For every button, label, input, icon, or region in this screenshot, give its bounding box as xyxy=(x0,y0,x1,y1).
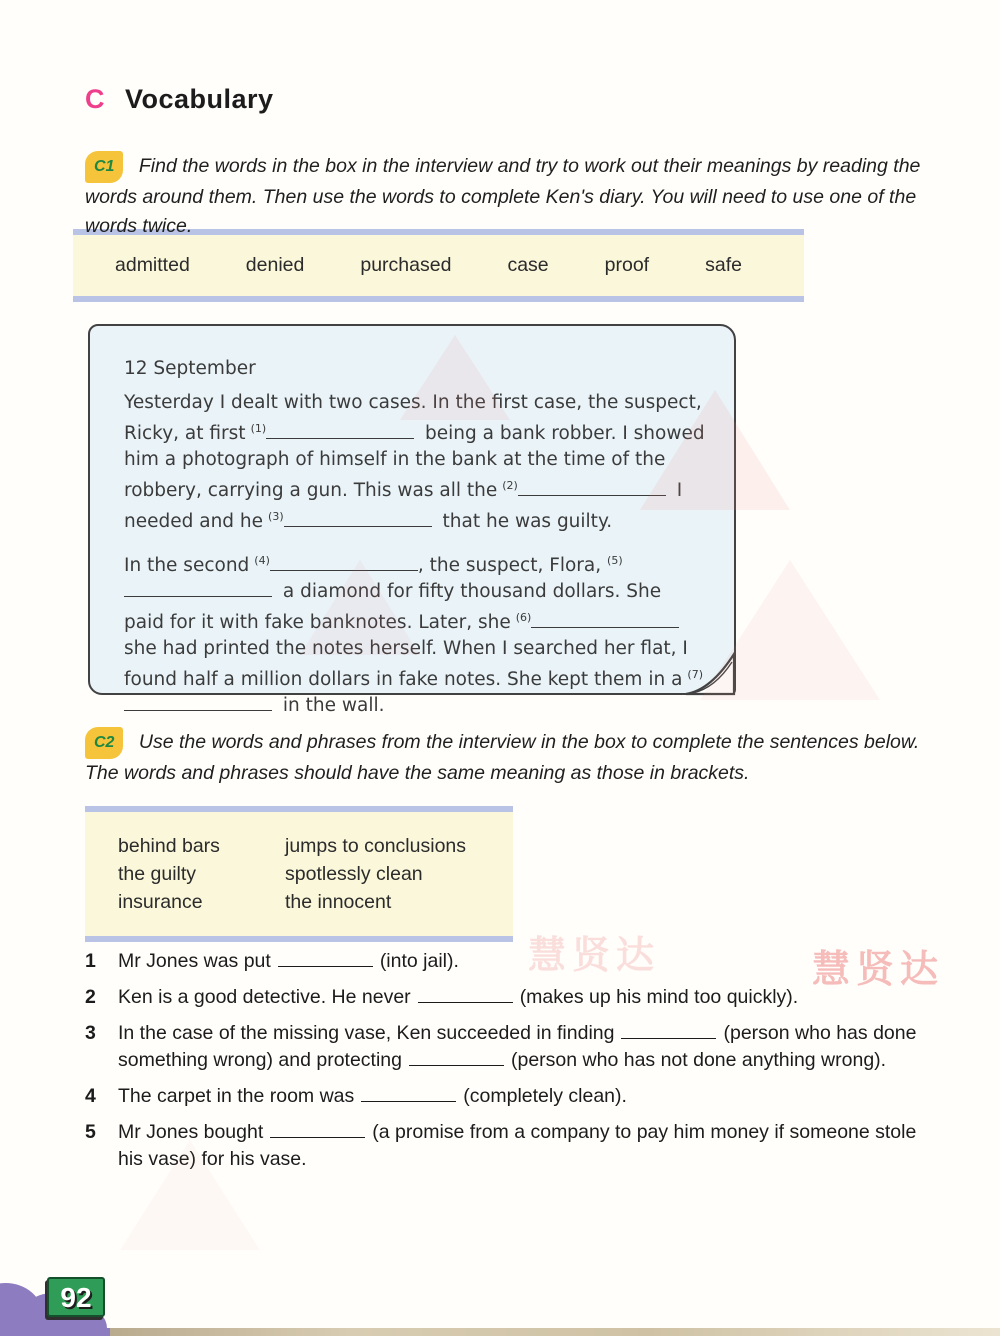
diary-text: In the second xyxy=(124,555,250,576)
exercise-sentences xyxy=(85,948,935,1182)
word-item: denied xyxy=(245,254,305,276)
sentence-segment: Ken is a good detective. He never xyxy=(118,986,411,1008)
sentence-segment: In the case of the missing vase, Ken succeeded in finding xyxy=(118,1022,615,1044)
sentence-number: 1 xyxy=(85,950,96,972)
blank-number: (2) xyxy=(502,479,518,492)
c2-instructions-text: Use the words and phrases from the interview in the box to complete the sentences below. The words and phrases should have the same meaning as those in brackets. xyxy=(85,730,920,784)
diary-text: , the suspect, Flora, xyxy=(417,555,602,576)
answer-blank xyxy=(409,1050,504,1066)
sentence-3 xyxy=(85,1020,935,1074)
answer-blank xyxy=(531,613,679,628)
diary-text: a diamond for fifty thousand dollars. She paid for it with fake banknotes. Later, she xyxy=(124,581,662,633)
diary-paragraph-2 xyxy=(124,548,706,719)
c2-instructions-block xyxy=(85,727,933,788)
page-bottom-edge xyxy=(0,1328,1000,1336)
word-box-column-1 xyxy=(118,832,285,916)
diary-text: that he was guilty. xyxy=(442,511,613,532)
sentence-text xyxy=(118,984,935,1011)
sentence-segment: (completely clean). xyxy=(463,1085,627,1107)
blank-number: (7) xyxy=(687,668,703,681)
word-item: insurance xyxy=(118,891,203,913)
word-item: proof xyxy=(604,254,650,276)
c2-word-box xyxy=(85,806,513,942)
diary-paragraph-1 xyxy=(124,390,706,535)
diary-text: I needed and he xyxy=(124,480,683,532)
sentence-text xyxy=(118,1020,935,1074)
word-box-column-2 xyxy=(285,832,466,916)
word-item: the guilty xyxy=(118,863,197,885)
word-item: purchased xyxy=(360,254,452,276)
blank-number: (6) xyxy=(515,611,532,624)
c2-badge: C2 xyxy=(85,727,123,759)
sentence-number: 3 xyxy=(85,1022,96,1044)
answer-blank xyxy=(124,582,272,597)
diary-text: being a bank robber. I showed him a photograph of himself in the bank at the time of the robbery, carrying a gun. This was all the xyxy=(124,423,705,501)
word-item: case xyxy=(507,254,549,276)
watermark-text: 慧贤达 xyxy=(528,933,661,977)
diary-date: 12 September xyxy=(124,358,256,379)
sentence-segment: (into jail). xyxy=(379,950,459,972)
answer-blank xyxy=(518,481,666,496)
section-header xyxy=(85,84,274,115)
sentence-segment: (person who has done something wrong) and protecting xyxy=(118,1022,917,1071)
word-item: admitted xyxy=(115,254,190,276)
diary-text: she had printed the notes herself. When I searched her flat, I found half a million dollars in fake notes. She kept them in a xyxy=(124,638,688,690)
sentence-text xyxy=(118,1083,935,1110)
diary-text: Yesterday I dealt with two cases. In the first case, the suspect, Ricky, at first xyxy=(124,392,702,444)
sentence-number: 2 xyxy=(85,986,96,1008)
diary-text: in the wall. xyxy=(282,695,385,716)
answer-blank xyxy=(284,512,432,527)
answer-blank xyxy=(124,696,272,711)
sentence-segment: (person who has not done anything wrong). xyxy=(511,1049,887,1071)
watermark-text: 慧贤达 xyxy=(812,947,945,991)
answer-blank xyxy=(278,951,373,967)
page-curl-decoration xyxy=(685,650,737,696)
answer-blank xyxy=(418,987,513,1003)
c1-instructions-block xyxy=(85,151,933,241)
sentence-2 xyxy=(85,984,935,1011)
sentence-text xyxy=(118,948,935,975)
word-item: behind bars xyxy=(118,835,220,857)
c1-badge: C1 xyxy=(85,151,123,183)
section-letter: C xyxy=(85,84,105,114)
sentence-1 xyxy=(85,948,935,975)
blank-number: (1) xyxy=(250,422,267,435)
answer-blank xyxy=(270,556,418,571)
blank-number: (3) xyxy=(268,510,284,523)
sentence-text xyxy=(118,1119,935,1173)
diary-note xyxy=(88,324,736,716)
word-item: spotlessly clean xyxy=(285,863,423,885)
answer-blank xyxy=(270,1122,365,1138)
answer-blank xyxy=(361,1086,456,1102)
sentence-segment: Mr Jones was put xyxy=(118,950,271,972)
sentence-segment: Mr Jones bought xyxy=(118,1121,264,1143)
sentence-segment: (makes up his mind too quickly). xyxy=(519,986,799,1008)
page-number-badge: 92 xyxy=(47,1277,105,1317)
answer-blank xyxy=(266,424,414,439)
c1-instructions-text: Find the words in the box in the interview and try to work out their meanings by reading the words around them. Then use the words to complete Ken's diary. You will need to use one of the words twice. xyxy=(85,154,921,237)
sentence-segment: (a promise from a company to pay him money if someone stole his vase) for his vase. xyxy=(118,1121,917,1170)
page-title: Vocabulary xyxy=(125,84,274,114)
sentence-segment: The carpet in the room was xyxy=(118,1085,355,1107)
blank-number: (5) xyxy=(607,554,623,567)
word-item: the innocent xyxy=(285,891,392,913)
sentence-4 xyxy=(85,1083,935,1110)
answer-blank xyxy=(621,1023,716,1039)
sentence-5 xyxy=(85,1119,935,1173)
sentence-number: 5 xyxy=(85,1121,96,1143)
sentence-number: 4 xyxy=(85,1085,96,1107)
word-item: jumps to conclusions xyxy=(285,835,467,857)
blank-number: (4) xyxy=(254,554,270,567)
word-item: safe xyxy=(705,254,742,276)
